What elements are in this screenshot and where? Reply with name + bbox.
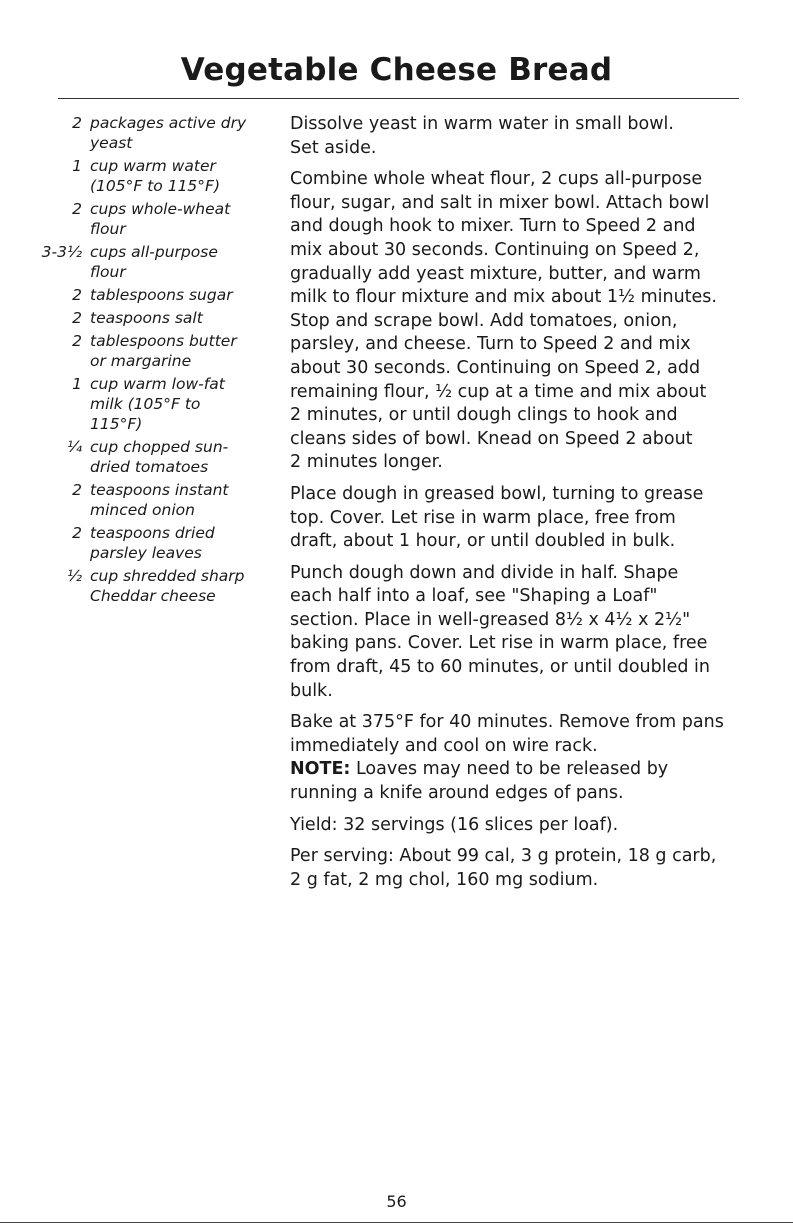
ingredient-item bbox=[18, 331, 278, 371]
ingredient-quantity: 2 bbox=[72, 114, 82, 132]
ingredient-description: cups all-purpose flour bbox=[90, 243, 218, 281]
ingredient-item bbox=[18, 566, 278, 606]
ingredient-quantity: 1 bbox=[72, 157, 82, 175]
page-number: 56 bbox=[386, 1192, 407, 1211]
ingredient-description: teaspoons dried parsley leaves bbox=[90, 524, 215, 562]
ingredient-description: tablespoons butter or margarine bbox=[90, 332, 237, 370]
ingredient-item bbox=[18, 374, 278, 434]
yield-text: Yield: 32 servings (16 slices per loaf). bbox=[290, 814, 619, 835]
ingredient-item bbox=[18, 156, 278, 196]
ingredient-quantity: 2 bbox=[72, 286, 82, 304]
ingredient-description: packages active dry yeast bbox=[90, 114, 247, 152]
ingredient-item bbox=[18, 437, 278, 477]
page-title: Vegetable Cheese Bread bbox=[180, 52, 613, 88]
bottom-divider bbox=[0, 1222, 793, 1223]
ingredient-item bbox=[18, 199, 278, 239]
ingredient-description: cups whole-wheat flour bbox=[90, 200, 231, 238]
direction-combine-mix: Combine whole wheat flour, 2 cups all-purpose flour, sugar, and salt in mixer bowl. Attach bowl and dough hook to mixer. Turn to Speed 2 and mix about 30 seconds. Continuing on Speed 2, gradually add yeast mixture, butter, and warm milk to flour mixture and mix about 1½ minutes. Stop and scrape bowl. Add tomatoes, onion, parsley, and cheese. Turn to Speed 2 and mix about 30 seconds. Continuing on Speed 2, add remaining flour, ½ cup at a time and mix about 2 minutes, or until dough clings to hook and cleans sides of bowl. Knead on Speed 2 about 2 minutes longer. bbox=[290, 169, 717, 473]
ingredient-quantity: 2 bbox=[72, 332, 82, 350]
ingredient-quantity: 2 bbox=[72, 481, 82, 499]
direction-first-rise: Place dough in greased bowl, turning to grease top. Cover. Let rise in warm place, free from draft, about 1 hour, or until doubled in bulk. bbox=[290, 483, 704, 552]
note bbox=[290, 758, 742, 805]
ingredient-description: cup warm low-fat milk (105°F to 115°F) bbox=[90, 375, 225, 433]
note-label: NOTE: bbox=[290, 759, 351, 780]
ingredient-quantity: 3-3½ bbox=[41, 243, 82, 261]
ingredient-quantity: ¼ bbox=[66, 438, 82, 456]
ingredient-description: tablespoons sugar bbox=[90, 286, 233, 304]
ingredient-item bbox=[18, 113, 278, 153]
note-text: Loaves may need to be released by running a knife around edges of pans. bbox=[290, 759, 669, 804]
direction-dissolve-yeast: Dissolve yeast in warm water in small bowl. Set aside. bbox=[290, 114, 674, 158]
ingredient-item bbox=[18, 242, 278, 282]
ingredient-list bbox=[18, 113, 278, 609]
ingredient-item bbox=[18, 523, 278, 563]
ingredient-description: teaspoons instant minced onion bbox=[90, 481, 229, 519]
nutrition-text: Per serving: About 99 cal, 3 g protein, 18 g carb, 2 g fat, 2 mg chol, 160 mg sodium. bbox=[290, 846, 717, 890]
title-divider bbox=[58, 98, 739, 99]
directions bbox=[290, 113, 742, 900]
ingredient-quantity: 2 bbox=[72, 524, 82, 542]
ingredient-item bbox=[18, 480, 278, 520]
direction-shape-loaves: Punch dough down and divide in half. Shape each half into a loaf, see "Shaping a Loaf" section. Place in well-greased 8½ x 4½ x 2½" baking pans. Cover. Let rise in warm place, free from draft, 45 to 60 minutes, or until doubled in bulk. bbox=[290, 562, 710, 701]
ingredient-quantity: 2 bbox=[72, 309, 82, 327]
direction-bake: Bake at 375°F for 40 minutes. Remove from pans immediately and cool on wire rack. bbox=[290, 712, 724, 756]
ingredient-quantity: 2 bbox=[72, 200, 82, 218]
ingredient-description: cup shredded sharp Cheddar cheese bbox=[90, 567, 245, 605]
ingredient-description: teaspoons salt bbox=[90, 309, 203, 327]
ingredient-item bbox=[18, 308, 278, 328]
ingredient-description: cup chopped sun- dried tomatoes bbox=[90, 438, 229, 476]
ingredient-description: cup warm water (105°F to 115°F) bbox=[90, 157, 221, 195]
ingredient-quantity: ½ bbox=[66, 567, 82, 585]
ingredient-quantity: 1 bbox=[72, 375, 82, 393]
ingredient-item bbox=[18, 285, 278, 305]
